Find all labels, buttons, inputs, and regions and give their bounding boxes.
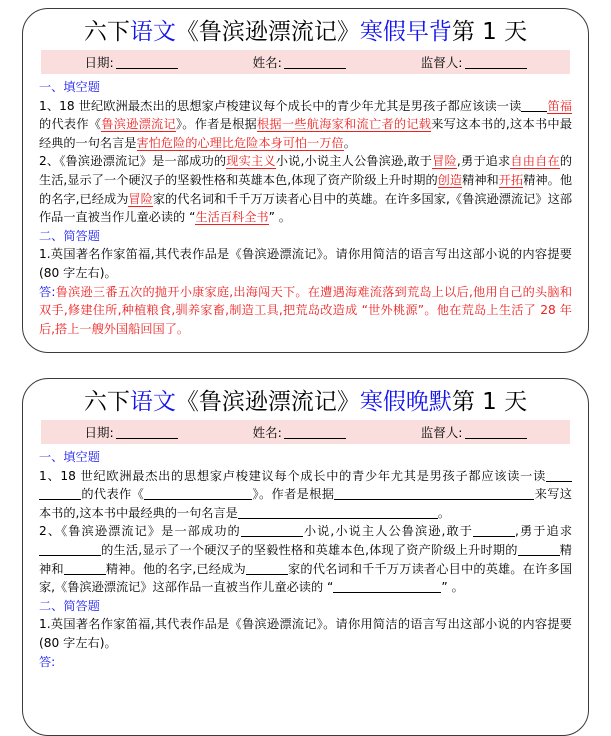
q2-answer-3: 自由自在 xyxy=(510,154,560,169)
q1-lead-text: 1、18 世纪欧洲最杰出的思想家卢梭建议每个成长中的青少年尤其是男孩子都应该读一读 xyxy=(39,468,546,483)
title-segment-activity: 寒假晚默 xyxy=(359,389,452,415)
question-3-answer-evening[interactable] xyxy=(39,653,572,672)
q2-part-2: 小说,小说主人公鲁滨逊,敢于 xyxy=(302,524,474,539)
name-label: 姓名: xyxy=(252,55,282,70)
title-segment-subject: 语文 xyxy=(129,19,176,45)
q2-answer-2: 冒险 xyxy=(432,154,457,169)
date-blank[interactable] xyxy=(116,57,178,69)
date-label: 日期: xyxy=(84,425,114,440)
worksheet-card-morning xyxy=(22,8,589,353)
q2-answer-1: 现实主义 xyxy=(226,154,276,169)
q1-mid-3: 来写这本书的,这本书中最经典的一句名言是 xyxy=(39,117,573,150)
q2-part-5: 精神和 xyxy=(39,542,572,576)
q1-blank-trailing[interactable] xyxy=(546,470,572,482)
q2-blank-5[interactable] xyxy=(64,563,106,575)
q2-answer-6: 冒险 xyxy=(128,191,153,206)
q1-answer-author: 笛福 xyxy=(547,98,573,113)
section-heading-short-answer-evening: 二、简答题 xyxy=(39,598,100,613)
title-segment-day: 第 1 天 xyxy=(451,389,528,415)
supervisor-blank[interactable] xyxy=(465,427,527,439)
name-field-evening[interactable] xyxy=(253,423,346,441)
date-blank[interactable] xyxy=(116,427,178,439)
question-1-morning xyxy=(39,97,572,153)
q1-trailing-rule xyxy=(521,100,547,112)
q2-part-1: 2、《鲁滨逊漂流记》是一部成功的 xyxy=(39,524,241,539)
q1-tail: 。 xyxy=(437,505,451,520)
q1-blank-book[interactable] xyxy=(144,488,252,500)
q2-part-7: 家的代名词和千千万万读者心目中的英雄。在许多国家,《鲁滨逊漂流记》这部作品一直被当作儿童必读的 “ xyxy=(39,191,573,225)
question-1-evening xyxy=(39,467,572,523)
q1-answer-book: 鲁滨逊漂流记 xyxy=(101,117,176,132)
answer-text-morning: 鲁滨逊三番五次的抛开小康家庭,出海闯天下。在遭遇海难流落到荒岛上以后,他用自己的头脑和双手,修建住所,种植粮食,驯养家畜,制造工具,把荒岛改造成 “世外桃源”。他在荒岛上生活了 28 年后,搭上一艘外国船回国了。 xyxy=(39,284,573,336)
q2-part-8: ” 。 xyxy=(268,210,291,225)
answer-label-evening: 答: xyxy=(39,654,56,669)
q2-part-4: 的生活,显示了一个硬汉子的坚毅性格和英雄本色,体现了资产阶级上升时期的 xyxy=(101,542,518,557)
name-blank[interactable] xyxy=(284,57,346,69)
meta-band-evening xyxy=(41,420,570,444)
q1-answer-source: 根据一些航海家和流亡者的记载 xyxy=(256,117,432,132)
q1-blank-quote[interactable] xyxy=(238,507,438,519)
q2-blank-7[interactable] xyxy=(333,581,441,593)
q2-blank-2[interactable] xyxy=(473,525,515,537)
date-label: 日期: xyxy=(84,55,114,70)
q2-answer-5: 开拓 xyxy=(498,172,524,187)
section-heading-fill-in-morning: 一、填空题 xyxy=(39,80,100,94)
q2-answer-7: 生活百科全书 xyxy=(195,210,269,225)
q2-part-3: ,勇于追求 xyxy=(515,524,573,539)
title-segment-subject: 语文 xyxy=(129,389,176,415)
q1-blank-source[interactable] xyxy=(334,488,534,500)
section-heading-fill-in-evening: 一、填空题 xyxy=(39,450,100,464)
question-2-morning xyxy=(39,152,572,226)
card-body-morning xyxy=(23,74,588,338)
name-label: 姓名: xyxy=(252,425,282,440)
q2-blank-3[interactable] xyxy=(39,544,101,556)
section-heading-short-answer-morning: 二、简答题 xyxy=(39,228,100,243)
title-segment-activity: 寒假早背 xyxy=(359,19,452,45)
q2-part-5: 精神和 xyxy=(462,172,499,187)
q1-lead-text: 1、18 世纪欧洲最杰出的思想家卢梭建议每个成长中的青少年尤其是男孩子都应该读一读 xyxy=(39,98,522,113)
q2-blank-6[interactable] xyxy=(246,563,288,575)
title-segment-grade: 六下 xyxy=(83,389,130,415)
card-title-evening xyxy=(23,379,588,420)
question-2-evening xyxy=(39,522,572,596)
q2-part-2: 小说,小说主人公鲁滨逊,敢于 xyxy=(275,154,433,169)
q2-part-8: ” 。 xyxy=(441,580,464,595)
supervisor-field-morning[interactable] xyxy=(421,53,527,71)
meta-band-morning xyxy=(41,50,570,74)
card-title-morning xyxy=(23,9,588,50)
q1-tail: 。 xyxy=(343,135,356,150)
q2-part-4: 的生活,显示了一个硬汉子的坚毅性格和英雄本色,体现了资产阶级上升时期的 xyxy=(39,154,573,187)
question-3-prompt-morning: 1.英国著名作家笛福,其代表作品是《鲁滨逊漂流记》。请你用简洁的语言写出这部小说的内容提要(80 字左右)。 xyxy=(39,247,572,280)
q2-part-6: 精神。他的名字,已经成为 xyxy=(39,172,573,206)
q2-answer-4: 创造 xyxy=(437,172,463,187)
card-body-evening xyxy=(23,444,588,671)
q2-part-1: 2、《鲁滨逊漂流记》是一部成功的 xyxy=(39,154,227,169)
worksheet-card-evening xyxy=(22,378,589,736)
q2-blank-1[interactable] xyxy=(241,525,303,537)
q2-part-3: ,勇于追求 xyxy=(456,154,511,169)
q1-mid-1: 的代表作《 xyxy=(81,487,145,502)
q2-part-7: 家的代名词和千千万万读者心目中的英雄。在许多国家,《鲁滨逊漂流记》这部作品一直被当作儿童必读的 “ xyxy=(39,561,573,595)
date-field-morning[interactable] xyxy=(84,53,177,71)
q2-blank-4[interactable] xyxy=(518,544,560,556)
title-segment-day: 第 1 天 xyxy=(451,19,528,45)
q1-answer-quote: 害怕危险的心理比危险本身可怕一万倍 xyxy=(136,135,344,150)
answer-label-morning: 答: xyxy=(39,284,56,299)
date-field-evening[interactable] xyxy=(84,423,177,441)
title-segment-book: 《鲁滨逊漂流记》 xyxy=(175,389,360,415)
supervisor-blank[interactable] xyxy=(465,57,527,69)
q1-mid-2: 》。作者是根据 xyxy=(175,117,257,132)
title-segment-book: 《鲁滨逊漂流记》 xyxy=(175,19,360,45)
q1-mid-3: 来写这本书的,这本书中最经典的一句名言是 xyxy=(39,487,572,520)
title-segment-grade: 六下 xyxy=(83,19,130,45)
supervisor-field-evening[interactable] xyxy=(421,423,527,441)
q1-blank-author[interactable] xyxy=(39,488,81,500)
question-3-prompt-evening: 1.英国著名作家笛福,其代表作品是《鲁滨逊漂流记》。请你用简洁的语言写出这部小说的内容提要(80 字左右)。 xyxy=(39,617,572,650)
name-field-morning[interactable] xyxy=(253,53,346,71)
q1-mid-1: 的代表作《 xyxy=(39,117,102,132)
q1-mid-2: 》。作者是根据 xyxy=(252,487,335,502)
name-blank[interactable] xyxy=(284,427,346,439)
question-3-answer-morning xyxy=(39,283,572,339)
supervisor-label: 监督人: xyxy=(420,425,463,440)
q2-part-6: 精神。他的名字,已经成为 xyxy=(105,561,246,576)
supervisor-label: 监督人: xyxy=(420,55,463,70)
